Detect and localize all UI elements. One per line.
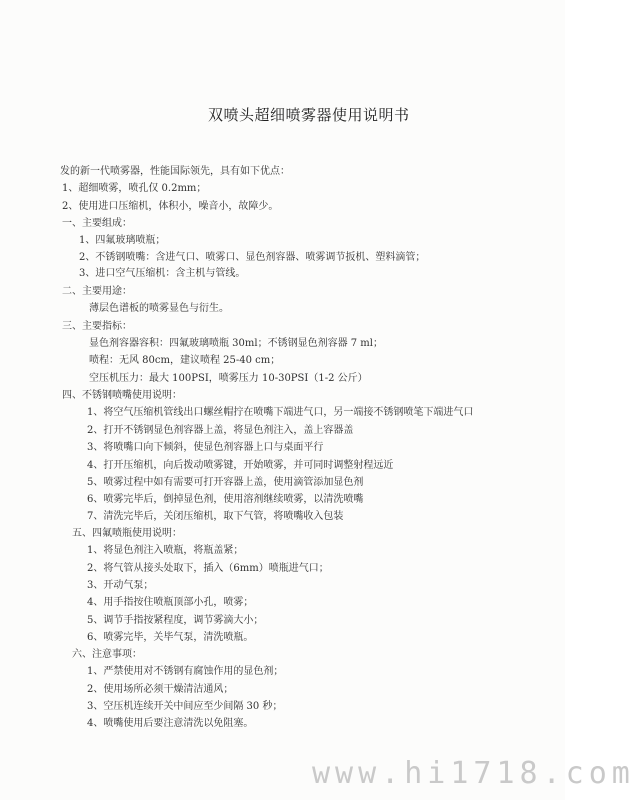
section-text: 薄层色谱板的喷雾显色与衍生。 (89, 303, 229, 314)
list-item: 4、用手指按住喷瓶顶部小孔，喷雾； (87, 597, 254, 608)
section-heading: 四、不锈钢喷嘴使用说明： (62, 390, 182, 401)
list-item: 2、使用场所必须干燥清洁通风； (87, 684, 234, 695)
list-item: 1、四氟玻璃喷瓶； (79, 235, 166, 246)
list-item: 6、喷雾完毕后，倒掉显色剂，使用溶剂继续喷雾，以清洗喷嘴 (87, 494, 364, 505)
advantage-item: 2、使用进口压缩机，体积小，噪音小，故障少。 (62, 201, 279, 212)
spec-item: 喷程：无风 80cm，建议喷程 25-40 cm； (89, 355, 281, 366)
section-heading: 一、主要组成： (62, 218, 132, 229)
section-heading: 三、主要指标： (62, 321, 132, 332)
advantage-item: 1、超细喷雾，喷孔仅 0.2mm； (62, 183, 207, 194)
section-heading: 六、注意事项： (72, 649, 142, 660)
list-item: 5、调节手指按紧程度，调节雾滴大小； (87, 615, 264, 626)
list-item: 3、开动气泵； (87, 580, 154, 591)
list-item: 3、空压机连续开关中间应至少间隔 30 秒； (87, 701, 283, 712)
list-item: 1、将空气压缩机管线出口螺丝帽拧在喷嘴下端进气口，另一端接不锈钢喷笔下端进气口 (87, 407, 474, 418)
section-heading: 五、四氟喷瓶使用说明： (72, 528, 182, 539)
list-item: 1、将显色剂注入喷瓶，将瓶盖紧； (87, 545, 244, 556)
list-item: 5、喷雾过程中如有需要可打开容器上盖，使用滴管添加显色剂 (87, 477, 364, 488)
spec-item: 空压机压力：最大 100PSI，喷雾压力 10-30PSI（1-2 公斤） (89, 373, 368, 384)
list-item: 2、将气管从接头处取下，插入（6mm）喷瓶进气口； (87, 563, 329, 574)
list-item: 4、打开压缩机，向后拨动喷雾键，开始喷雾，并可同时调整射程远近 (87, 460, 394, 471)
list-item: 2、不锈钢喷嘴：含进气口、喷雾口、显色剂容器、喷雾调节扳机、塑料滴管； (79, 252, 426, 263)
section-heading: 二、主要用途： (62, 286, 132, 297)
list-item: 3、将喷嘴口向下倾斜，使显色剂容器上口与桌面平行 (87, 442, 324, 453)
intro-text: 发的新一代喷雾器，性能国际领先，具有如下优点： (60, 166, 290, 177)
list-item: 6、喷雾完毕，关毕气泵，清洗喷瓶。 (87, 632, 254, 643)
list-item: 3、进口空气压缩机：含主机与管线。 (79, 268, 246, 279)
list-item: 7、清洗完毕后，关闭压缩机，取下气管，将喷嘴收入包装 (87, 511, 344, 522)
watermark-text: www.hi1718.com (312, 756, 635, 791)
list-item: 4、喷嘴使用后要注意清洗以免阻塞。 (87, 718, 254, 729)
list-item: 2、打开不锈钢显色剂容器上盖，将显色剂注入，盖上容器盖 (87, 425, 354, 436)
list-item: 1、严禁使用对不锈钢有腐蚀作用的显色剂； (87, 666, 284, 677)
document-title: 双喷头超细喷雾器使用说明书 (208, 106, 410, 124)
spec-item: 显色剂容器容积：四氟玻璃喷瓶 30ml；不锈钢显色剂容器 7 ml； (89, 338, 383, 349)
